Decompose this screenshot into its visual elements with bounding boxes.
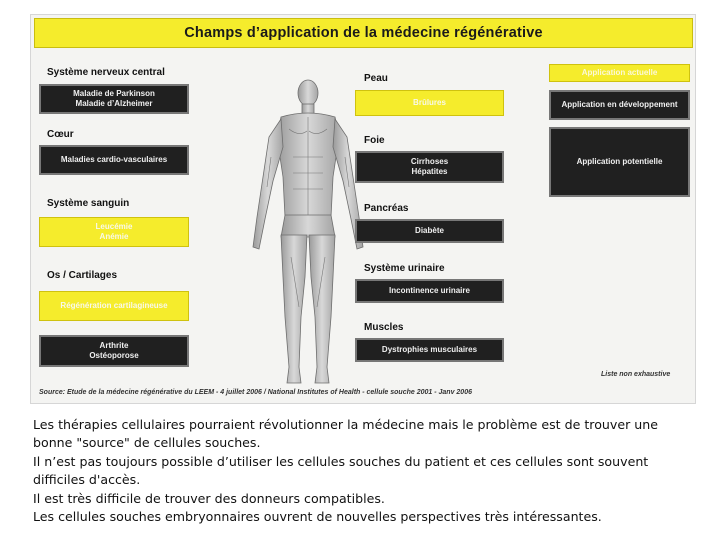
box-line: Anémie	[99, 232, 129, 241]
heading-coeur: Cœur	[47, 129, 74, 140]
box-regeneration-cartilagineuse	[39, 291, 189, 321]
box-leucemie-anemie	[39, 217, 189, 247]
source-caption: Source: Etude de la médecine régénérative du LEEM - 4 juillet 2006 / National Institutes of Health - cellule souche 2001 - Janv 2006	[39, 389, 472, 396]
paragraph-line: Les cellules souches embryonnaires ouvrent de nouvelles perspectives très intéressantes.	[33, 509, 602, 525]
regenerative-medicine-diagram	[30, 14, 696, 404]
heading-systeme-nerveux: Système nerveux central	[47, 67, 165, 78]
box-diabete	[355, 219, 504, 243]
box-line: Dystrophies musculaires	[381, 345, 478, 354]
note-non-exhaustive: Liste non exhaustive	[601, 371, 671, 378]
heading-os-cartilages: Os / Cartilages	[47, 270, 118, 281]
heading-systeme-sanguin: Système sanguin	[47, 198, 130, 209]
heading-systeme-urinaire: Système urinaire	[364, 263, 445, 274]
legend-application-potentielle	[549, 127, 690, 197]
legend-application-developpement	[549, 90, 690, 120]
heading-foie: Foie	[364, 135, 385, 146]
box-line: Hépatites	[411, 167, 448, 176]
legend-label: Application actuelle	[581, 68, 658, 77]
paragraph-line: difficiles d'accès.	[33, 472, 141, 488]
box-line: Maladie d’Alzheimer	[75, 99, 153, 108]
box-line: Cirrhoses	[410, 157, 449, 166]
box-maladies-cardio	[39, 145, 189, 175]
heading-peau: Peau	[364, 73, 388, 84]
paragraph-line: Les thérapies cellulaires pourraient révolutionner la médecine mais le problème est de trouver une	[33, 417, 658, 432]
box-arthrite-osteoporose	[39, 335, 189, 367]
box-incontinence-urinaire	[355, 279, 504, 303]
paragraph-line: Il est très difficile de trouver des donneurs compatibles.	[33, 490, 385, 506]
box-line: Maladie de Parkinson	[73, 89, 155, 98]
box-line: Arthrite	[99, 341, 129, 350]
paragraph-line: bonne "source" de cellules souches.	[33, 435, 261, 451]
legend-label: Application en développement	[561, 100, 678, 109]
box-line: Diabète	[415, 226, 444, 235]
paragraph-line: Il n’est pas toujours possible d’utiliser les cellules souches du patient et ces cellules sont souvent	[33, 453, 649, 469]
legend-label: Application potentielle	[576, 157, 663, 166]
box-line: Incontinence urinaire	[389, 286, 470, 295]
diagram-title-bar	[34, 18, 693, 48]
box-line: Maladies cardio-vasculaires	[60, 155, 168, 164]
box-cirrhoses-hepatites	[355, 151, 504, 183]
diagram-title: Champs d’application de la médecine régénérative	[184, 25, 543, 41]
heading-muscles: Muscles	[364, 322, 404, 333]
legend-application-actuelle	[549, 64, 690, 82]
box-line: Régénération cartilagineuse	[60, 301, 168, 310]
box-dystrophies-musculaires	[355, 338, 504, 362]
box-line: Ostéoporose	[89, 351, 139, 360]
box-line: Brûlures	[413, 98, 446, 107]
box-brulures	[355, 90, 504, 116]
box-parkinson-alzheimer	[39, 84, 189, 114]
body-paragraph	[33, 416, 713, 526]
heading-pancreas: Pancréas	[364, 203, 409, 214]
box-line: Leucémie	[95, 222, 133, 231]
human-body-illustration	[243, 77, 373, 393]
